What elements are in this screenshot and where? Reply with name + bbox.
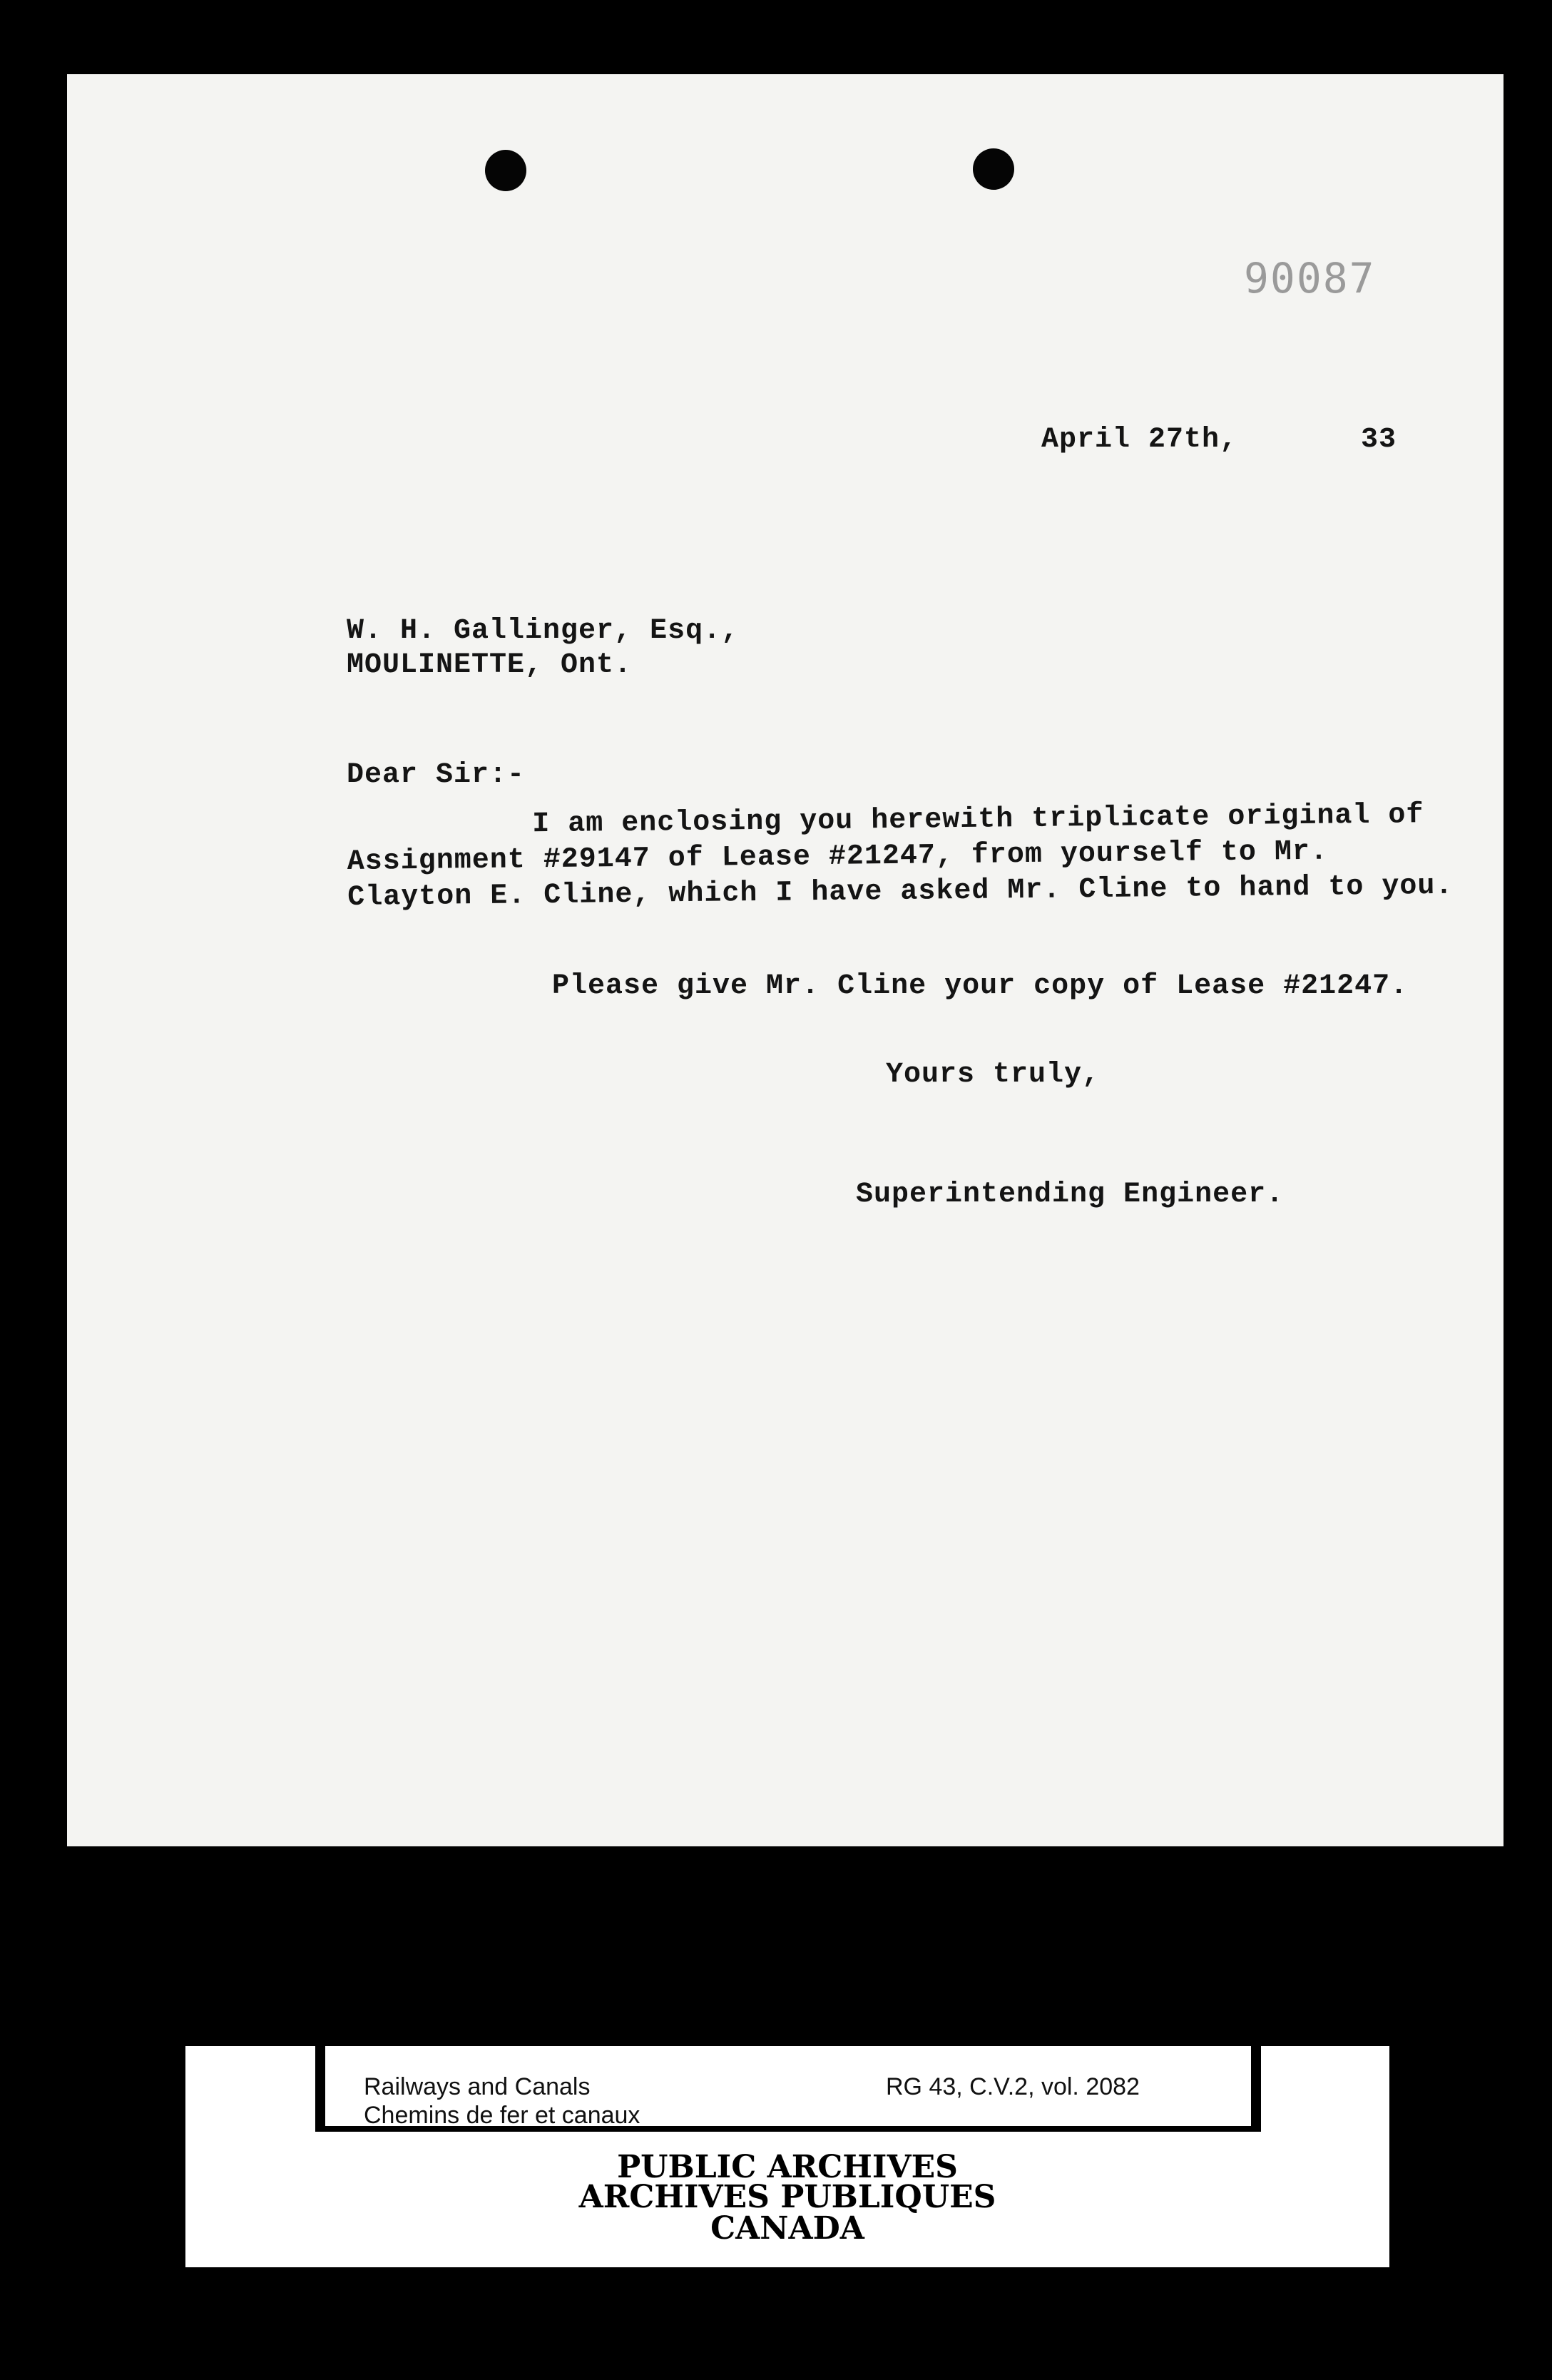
recipient-place: MOULINETTE, Ont. <box>347 649 633 681</box>
recipient-name: W. H. Gallinger, Esq., <box>347 615 740 647</box>
salutation: Dear Sir:- <box>347 759 526 791</box>
file-number-stamp: 90087 <box>1244 254 1376 302</box>
letter-year: 33 <box>1361 424 1397 456</box>
body-paragraph-1: I am enclosing you herewith triplicate original of Assignment #29147 of Lease #21247, from yourself to Mr. Clayton E. Cline, which I have asked Mr. Cline to hand to you. <box>347 799 1454 914</box>
punch-hole-left <box>485 150 526 191</box>
archives-line-2: ARCHIVES PUBLIQUES <box>578 2179 996 2215</box>
fonds-name-fr: Chemins de fer et canaux <box>364 2102 640 2129</box>
archive-reference: RG 43, C.V.2, vol. 2082 <box>886 2073 1140 2100</box>
letter-date: April 27th, <box>1041 424 1238 456</box>
archives-line-1: PUBLIC ARCHIVES <box>617 2149 958 2185</box>
fonds-name-en: Railways and Canals <box>364 2073 591 2100</box>
signatory-title: Superintending Engineer. <box>856 1179 1285 1211</box>
body-paragraph-2: Please give Mr. Cline your copy of Lease #21247. <box>552 970 1409 1002</box>
letter-sheet <box>67 74 1504 1846</box>
punch-hole-right <box>973 148 1014 190</box>
archive-label <box>185 2046 1389 2267</box>
archives-line-3: CANADA <box>710 2210 864 2247</box>
closing: Yours truly, <box>886 1059 1101 1091</box>
